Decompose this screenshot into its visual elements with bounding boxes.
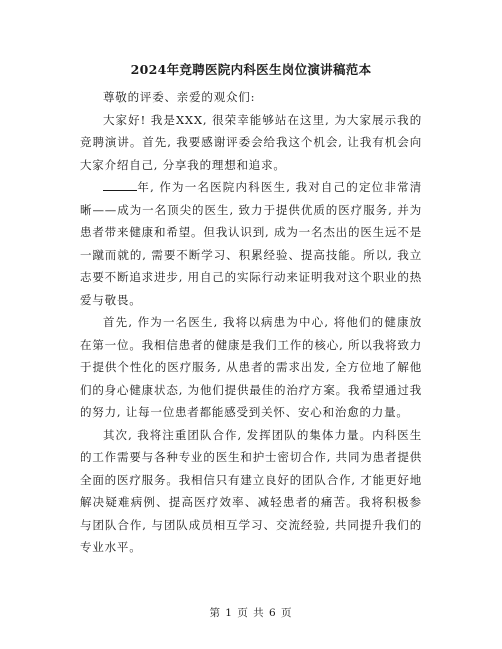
paragraph-teamwork: 其次, 我将注重团队合作, 发挥团队的集体力量。内科医生的工作需要与各种专业的医生和护士密切合作, 共同为患者提供全面的医疗服务。我相信只有建立良好的团队合作, 才能更好地解决疑难病例、提高医疗效率、减轻患者的痛苦。我将积极参与团队合作, 与团队成员相互学习、交流经验, 共同提升我们的专业水平。	[80, 427, 422, 554]
document-title: 2024年竞聘医院内科医生岗位演讲稿范本	[130, 62, 372, 77]
paragraph-patient-centered: 首先, 作为一名医生, 我将以病患为中心, 将他们的健康放在第一位。我相信患者的健康是我们工作的核心, 所以我将致力于提供个性化的医疗服务, 从患者的需求出发, 全方位地了解他们的身心健康状态, 为他们提供最佳的治疗方案。我希望通过我的努力, 让每一位患者都能感受到关怀、安心和治愈的力量。	[80, 315, 422, 419]
page-number-footer: 第 1 页 共 6 页	[209, 607, 293, 619]
document-body	[80, 86, 422, 559]
paragraph-self-positioning	[80, 176, 422, 311]
paragraph-intro: 大家好! 我是XXX, 很荣幸能够站在这里, 为大家展示我的竞聘演讲。首先, 我要感谢评委会给我这个机会, 让我有机会向大家介绍自己, 分享我的理想和追求。	[80, 112, 422, 172]
paragraph-self-positioning-text: 年, 作为一名医院内科医生, 我对自己的定位非常清晰——成为一名顶尖的医生, 致力于提供优质的医疗服务, 并为患者带来健康和希望。但我认识到, 成为一名杰出的医生远不是一蹴而就的, 需要不断学习、积累经验、提高技能。所以, 我立志要不断追求进步, 用自己的实际行动来证明我对这个职业的热爱与敬畏。	[80, 180, 422, 307]
salutation: 尊敬的评委、亲爱的观众们:	[103, 90, 256, 104]
fill-in-blank	[103, 178, 137, 191]
